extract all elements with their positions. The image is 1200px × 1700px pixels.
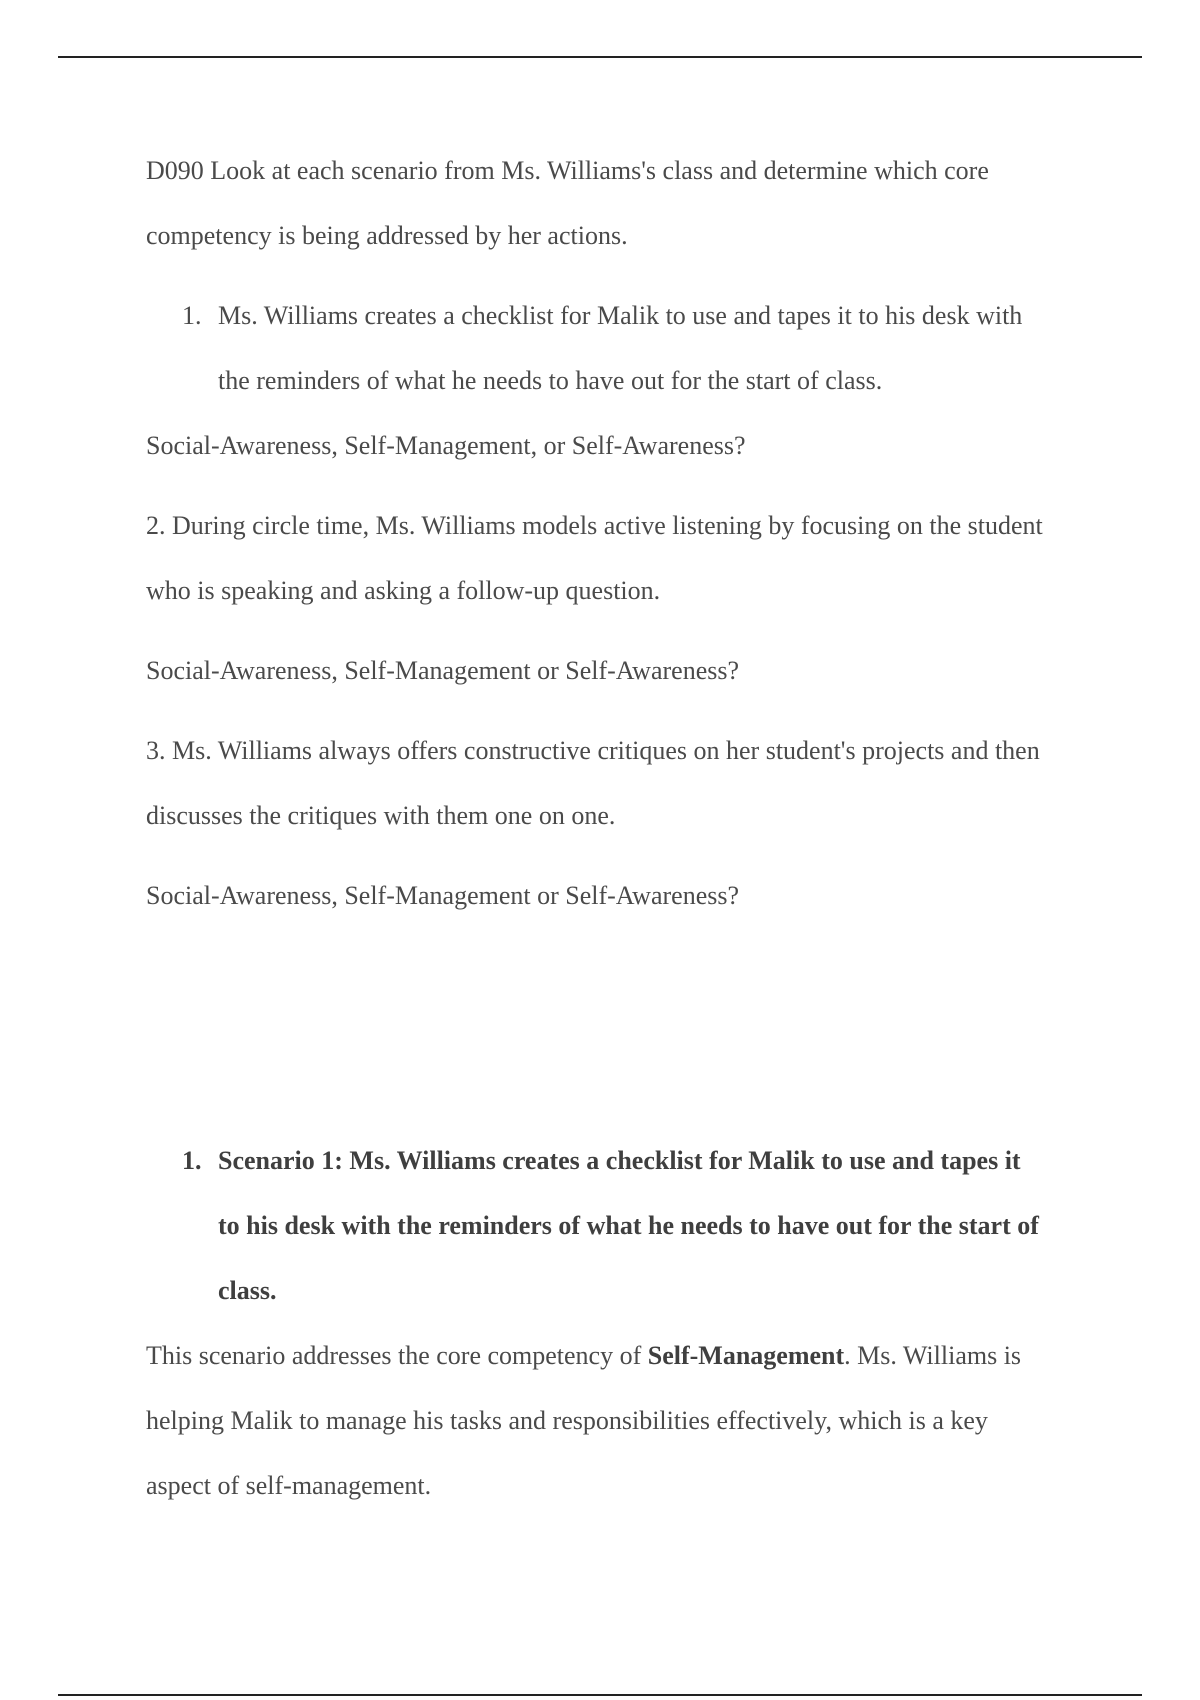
answer-paragraph <box>146 1323 1046 1518</box>
answer-explanation: . Ms. Williams is helping Malik to manage his tasks and responsibilities effectively, which is a key aspect of self-management. <box>146 1341 1022 1500</box>
question-3-choices: Social-Awareness, Self-Management or Self-Awareness? <box>146 881 740 910</box>
intro-paragraph: D090 Look at each scenario from Ms. Williams's class and determine which core competency is being addressed by her actions. <box>146 156 989 250</box>
question-1-text: Ms. Williams creates a checklist for Malik to use and tapes it to his desk with the reminders of what he needs to have out for the start of class. <box>218 301 1023 395</box>
question-1 <box>146 283 1046 413</box>
question-1-choices: Social-Awareness, Self-Management, or Self-Awareness? <box>146 431 746 460</box>
document-page <box>146 138 1046 1518</box>
answer-lead: This scenario addresses the core competency of <box>146 1341 648 1370</box>
answer-scenario-text: Scenario 1: Ms. Williams creates a checklist for Malik to use and tapes it to his desk with the reminders of what he needs to have out for the start of class. <box>218 1146 1039 1305</box>
question-2-choices: Social-Awareness, Self-Management or Self-Awareness? <box>146 656 740 685</box>
answer-number: 1. <box>182 1146 202 1175</box>
answer-scenario-heading <box>146 1128 1046 1323</box>
question-2-text: 2. During circle time, Ms. Williams models active listening by focusing on the student who is speaking and asking a follow-up question. <box>146 511 1043 605</box>
question-1-number: 1. <box>182 301 202 330</box>
answer-competency: Self-Management <box>647 1341 845 1370</box>
top-rule <box>58 56 1142 58</box>
bottom-rule <box>58 1694 1142 1696</box>
question-3-text: 3. Ms. Williams always offers constructive critiques on her student's projects and then discusses the critiques with them one on one. <box>146 736 1040 830</box>
